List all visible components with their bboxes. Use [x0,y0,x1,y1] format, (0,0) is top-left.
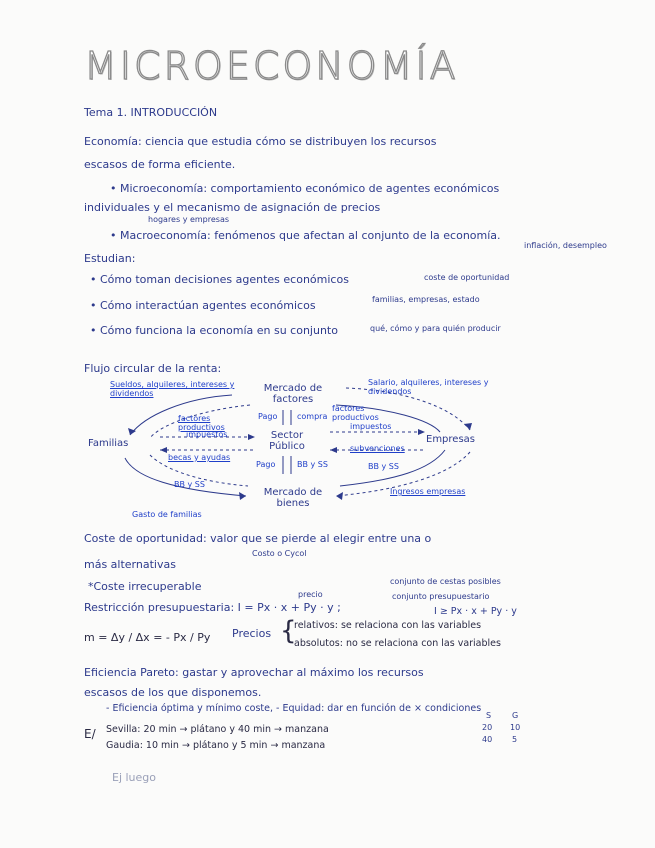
pendiente-formula: m = Δy / Δx = - Px / Py [84,631,211,644]
sector-publico-node: Sector Público [269,430,305,452]
pago2-label: Pago [256,460,276,469]
becas-label: becas y ayudas [168,453,231,462]
study-question-1-note: coste de oportunidad [424,273,510,282]
tabla-r1-g: 10 [510,723,521,732]
bbyss-center-label: BB y SS [297,460,328,469]
empresas-node: Empresas [426,434,475,445]
page-title: MICROECONOMÍA [84,44,459,88]
gasto-familias-label: Gasto de familias [132,510,202,519]
familias-node: Familias [88,438,129,449]
restriccion-precio-note: precio [298,590,323,599]
ejemplo-label: E/ [84,727,96,741]
coste-oportunidad-line-1: Coste de oportunidad: valor que se pierde al elegir entre una o [84,532,432,545]
microeconomia-line-2: individuales y el mecanismo de asignación de precios [84,201,381,214]
coste-irrecuperable: *Coste irrecuperable [88,580,202,593]
coste-oportunidad-note: Costo o Cycol [252,549,307,558]
coste-oportunidad-line-2: más alternativas [84,558,176,571]
precios-relativos: relativos: se relaciona con las variables [294,620,482,631]
ejemplo-line-1: Sevilla: 20 min → plátano y 40 min → manzana [106,724,329,735]
mercado-bienes-node: Mercado de bienes [263,487,323,509]
restriccion-presupuestaria: Restricción presupuestaria: I = Px · x + Py · y ; [84,601,341,614]
mercado-factores-node: Mercado de factores [263,383,323,405]
precios-label: Precios [232,627,272,640]
estudian-label: Estudian: [84,252,136,265]
flow-arrow-bottom-left [125,458,246,496]
pareto-line-1: Eficiencia Pareto: gastar y aprovechar al máximo los recursos [84,666,424,679]
macroeconomia-note: inflación, desempleo [524,241,607,250]
macroeconomia-line: • Macroeconomía: fenómenos que afectan al conjunto de la economía. [110,229,501,242]
tabla-r2-g: 5 [512,735,518,744]
impuestos-left-label: impuestos [186,430,228,439]
microeconomia-note: hogares y empresas [148,215,230,224]
pago-label: Pago [258,412,278,421]
factores-productivos-left-label: factores productivos [178,414,225,432]
factores-productivos-right-label: factores productivos [332,404,379,422]
restriccion-inequality: I ≥ Px · x + Py · y [434,606,517,617]
ingresos-empresas-label: Ingresos empresas [390,487,466,496]
precios-absolutos: absolutos: no se relaciona con las variables [294,638,501,649]
study-question-2: • Cómo interactúan agentes económicos [90,299,316,312]
tabla-header-g: G [512,711,519,720]
bbyss-left-label: BB y SS [174,480,205,489]
study-question-2-note: familias, empresas, estado [372,295,480,304]
economia-definition-line-2: escasos de forma eficiente. [84,158,236,171]
subvenciones-label: subvenciones [350,444,405,453]
tabla-r1-s: 20 [482,723,493,732]
study-question-3-note: qué, cómo y para quién producir [370,324,501,333]
microeconomia-line-1: • Microeconomía: comportamiento económico de agentes económicos [110,182,500,195]
study-question-1: • Cómo toman decisiones agentes económicos [90,273,349,286]
pareto-line-3: - Eficiencia óptima y mínimo coste, - Equidad: dar en función de × condiciones [106,703,482,714]
tabla-header-s: S [486,711,492,720]
restriccion-note-conjunto: conjunto presupuestario [392,592,490,601]
sueldos-left-label: Sueldos, alquileres, intereses y dividendos [110,380,235,398]
economia-definition-line-1: Economía: ciencia que estudia cómo se distribuyen los recursos [84,135,437,148]
compra-label: compra [297,412,328,421]
study-question-3: • Cómo funciona la economía en su conjunto [90,324,338,337]
bbyss-right-label: BB y SS [368,462,399,471]
ejemplo-line-2: Gaudia: 10 min → plátano y 5 min → manzana [106,740,326,751]
ejemplo-luego: Ej luego [112,771,157,784]
sueldos-right-label: Salario, alquileres, intereses y dividendos [368,378,489,396]
precios-brace: { [280,616,297,646]
flujo-circular-heading: Flujo circular de la renta: [84,362,222,375]
restriccion-note-cestas: conjunto de cestas posibles [390,577,501,586]
tabla-r2-s: 40 [482,735,493,744]
tema-heading: Tema 1. INTRODUCCIÓN [84,106,218,119]
pareto-line-2: escasos de los que disponemos. [84,686,262,699]
impuestos-right-label: impuestos [350,422,392,431]
